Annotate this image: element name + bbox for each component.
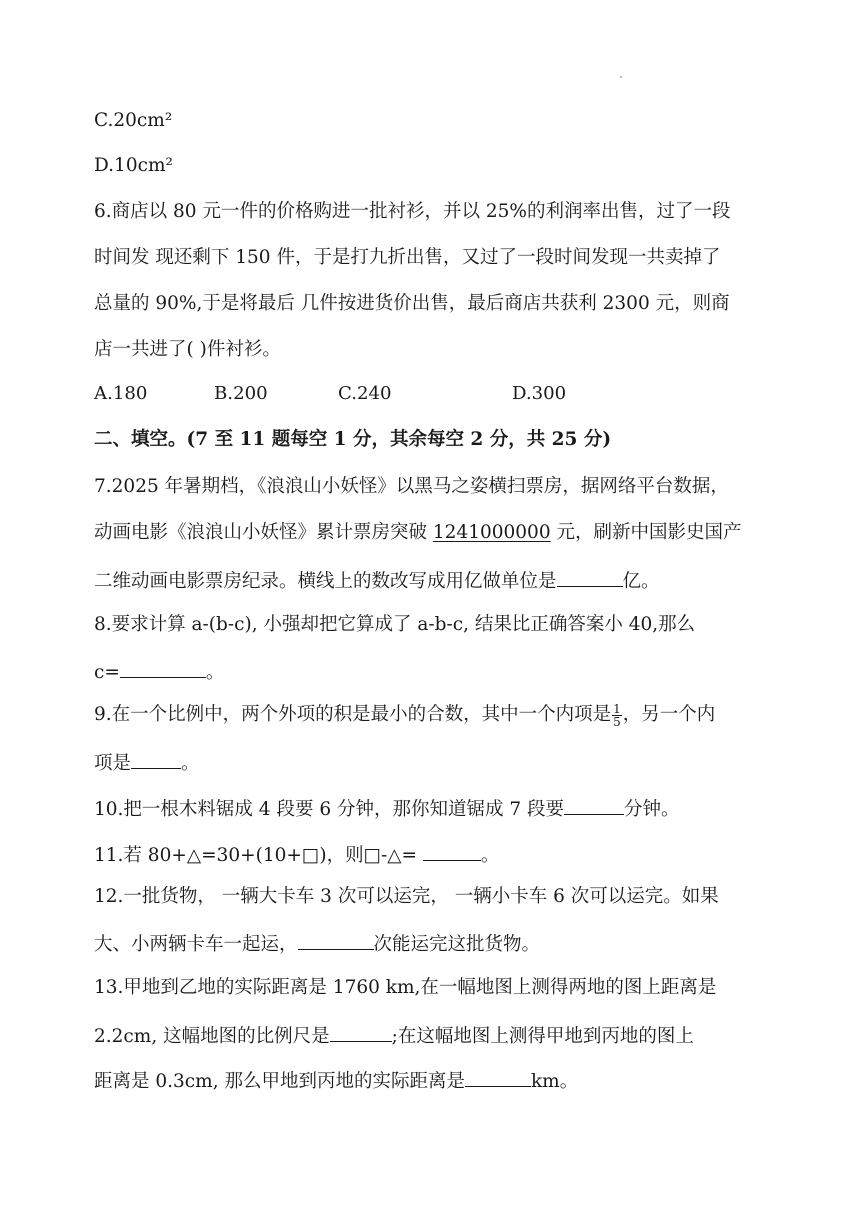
q6-option-a: A.180: [94, 383, 148, 404]
q13-line-3: [94, 1066, 578, 1095]
q7-text-c: 二维动画电影票房纪录。横线上的数改写成用亿做单位是: [94, 571, 557, 592]
q10-text-b: 分钟。: [624, 799, 680, 820]
q8-text-a: c=: [94, 662, 120, 683]
q10-line: [94, 794, 680, 823]
q13-text-a: 2.2cm, 这幅地图的比例尺是: [94, 1026, 330, 1047]
q10-answer-blank[interactable]: [564, 794, 624, 815]
q9-fraction-numerator: 1: [613, 701, 621, 716]
q13-text-d: km。: [530, 1071, 579, 1092]
q13-line-2: [94, 1021, 694, 1050]
section-2-heading: 二、填空。(7 至 11 题每空 1 分，其余每空 2 分，共 25 分): [94, 429, 612, 450]
q13-line-1: 13.甲地到乙地的实际距离是 1760 km,在一幅地图上测得两地的图上距离是: [94, 977, 717, 998]
q7-text-b: 元，刷新中国影史国产: [550, 522, 742, 543]
q9-fraction-denominator: 5: [613, 714, 621, 729]
q6-options: [94, 381, 794, 407]
q13-text-b: ;在这幅地图上测得甲地到丙地的图上: [391, 1026, 694, 1047]
q7-line-2: [94, 520, 741, 546]
q7-answer-blank[interactable]: [557, 566, 623, 587]
q13-distance-blank[interactable]: [465, 1066, 531, 1087]
q6-option-c: C.240: [338, 383, 392, 404]
q12-text-a: 大、小两辆卡车一起运，: [94, 934, 298, 955]
q7-text-a: 动画电影《浪浪山小妖怪》累计票房突破: [94, 522, 433, 543]
q9-line-1: [94, 702, 715, 728]
q9-text-d: 。: [181, 753, 200, 774]
q7-line-1: 7.2025 年暑期档，《浪浪山小妖怪》以黑马之姿横扫票房，据网络平台数据，: [94, 476, 729, 497]
q8-line-1: 8.要求计算 a-(b-c), 小强却把它算成了 a-b-c, 结果比正确答案小 40,那么: [94, 614, 696, 635]
q7-text-d: 亿。: [622, 571, 660, 592]
q12-answer-blank[interactable]: [298, 929, 374, 950]
q6-line-4: 店一共进了( )件衬衫。: [94, 339, 281, 360]
q9-text-c: 项是: [94, 753, 132, 774]
q8-line-2: [94, 657, 224, 686]
q11-text-b: 。: [480, 845, 500, 866]
q12-text-b: 次能运完这批货物。: [373, 934, 541, 955]
q12-line-1: 12.一批货物， 一辆大卡车 3 次可以运完， 一辆小卡车 6 次可以运完。如果: [94, 886, 719, 907]
q6-line-1: 6.商店以 80 元一件的价格购进一批衬衫，并以 25%的利润率出售，过了一段: [94, 201, 731, 222]
q9-answer-blank[interactable]: [131, 748, 181, 769]
q8-answer-blank[interactable]: [120, 657, 206, 678]
q7-line-3: [94, 566, 660, 595]
scan-speck: [620, 76, 622, 78]
q11-text-a: 11.若 80+△=30+(10+□)，则□-△=: [94, 845, 423, 866]
q11-answer-blank[interactable]: [423, 840, 481, 861]
q13-text-c: 距离是 0.3cm, 那么甲地到丙地的实际距离是: [94, 1071, 465, 1092]
q12-line-2: [94, 929, 540, 958]
q9-text-a: 9.在一个比例中，两个外项的积是最小的合数，其中一个内项是: [94, 704, 612, 725]
option-d-prev: D.10cm²: [94, 155, 173, 176]
q13-scale-blank[interactable]: [330, 1021, 392, 1042]
q7-box-office-number: 1241000000: [432, 522, 551, 543]
q9-line-2: [94, 748, 200, 777]
q6-option-b: B.200: [214, 383, 268, 404]
q6-option-d: D.300: [512, 383, 567, 404]
q9-fraction: [612, 703, 622, 728]
q9-text-b: ，另一个内: [622, 704, 716, 725]
q6-line-2: 时间发 现还剩下 150 件，于是打九折出售，又过了一段时间发现一共卖掉了: [94, 247, 721, 268]
q6-line-3: 总量的 90%,于是将最后 几件按进货价出售，最后商店共获利 2300 元，则商: [94, 293, 730, 314]
q11-line: [94, 840, 499, 869]
q10-text-a: 10.把一根木料锯成 4 段要 6 分钟，那你知道锯成 7 段要: [94, 799, 565, 820]
q8-text-b: 。: [205, 662, 225, 683]
option-c-prev: C.20cm²: [94, 110, 173, 131]
